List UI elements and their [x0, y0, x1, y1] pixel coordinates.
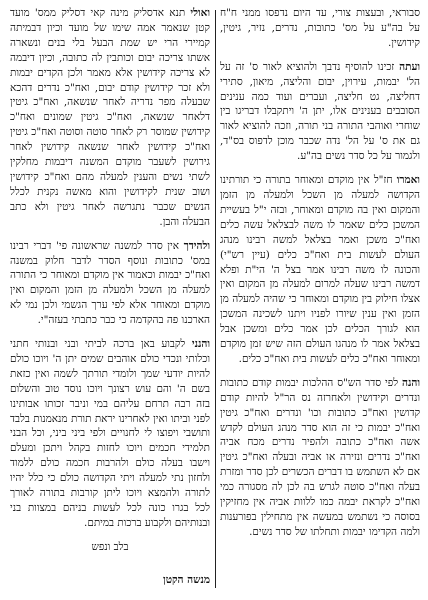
paragraph [10, 6, 210, 230]
paragraph [10, 337, 210, 531]
paragraph-text: תנא אדסליק מינה קאי דסליק ממס' מועד קטן שנאמר אמה שימו של מועד וכיון דבמיתה קמיירי הרי יש שמת הבעל בלי בנים ונשארה אשתו צריכה יבום וכותבין לה כתובה, וכיון דיבמה לא צריכה קידושין אלא מאמר ולכן הקדים יבמות ולא זכר קידושין קודם יבום, ואח"כ נדרים דהכא שבעלה מפר נדריה לאחר שנשאה, ואח"כ גיטין דלאחר שנשאה, ואח"כ גיטין שמונים ואח"כ קידושין שמוסר רק לאחר סוטה וסוטה ואח"כ גיטין ואח"כ קידושין לאחר שנשאה קידושין לאחר גירושין לשעבר מוקדם המשנה דיבמות מחלקין לשתי נשים והענין למעלה מהם ואח"כ קידושין ושוב שנית לקידושין והוא מאשה נקנית לכלל הנשים שכבר נתגרשה לאחר גיטין ולא כתב הבעלה והבן. [10, 7, 210, 228]
signature: מנשה הקטן [163, 573, 210, 586]
paragraph [220, 376, 420, 540]
paragraph [220, 6, 420, 51]
right-column [220, 6, 420, 592]
paragraph [220, 173, 420, 367]
paragraph-text: אין סדר למשנה שראשונה פי' דברי רבינו במס' כתובות ונוסף הסדר לדבר חלוק במשנה ואח"כ יבמות וכאמור אין מוקדם ומאוחר כי התורה למעלה מן השכל ולמעלה מן הזמן והמקום ואין מוקדם ומאוחר אלא לפי ערך הגשמי ולכן נמי לא הארכנו פה בהקדמה כי כבר כתבתי בעזה"י. [10, 239, 210, 327]
paragraph-lead: והנני [191, 338, 210, 351]
closing-line [10, 540, 210, 555]
paragraph-lead: ועתה [399, 60, 420, 73]
paragraph-lead: ואולי [190, 7, 210, 19]
paragraph [10, 239, 210, 328]
paragraph-lead: ולהידך [183, 239, 210, 252]
closing-text: בלב ונפש [91, 540, 129, 553]
paragraph-text: סבוראי, ובעצות צורי, עד היום נדפסו ממני ח"ח על בה"ע על מס' כתובות, נדרים, נזיר, גיטין, קידושין. [220, 7, 420, 49]
column-divider [215, 10, 216, 588]
book-page [10, 6, 420, 592]
paragraph [220, 60, 420, 164]
paragraph-text: זכינו להוסיף נדבך ולהוציא לאור ס' זה על הל' יבמות, עירוין, יבום והליצה, מיאון, סתירי דחליצה, גט חליצה, ועברים ועוד כמה ענינים הסובבים בענינים אלו, יתן ה' ויתקבלו דבריגו בין שוחרי ואוהבי התורה בני תורה, וזכה להוציא לאור גם את ס' על הל' נדה שכבר מוכן לדפוס בס"ד, ולגמור על כל סדר נשים בה"ע. [220, 60, 420, 163]
paragraph-text: לקבוע באן ברכה לביתי ובני ובנותי חתני וכלותי ונכדי כולם אוהבים שמים יתן ה' ויוכו כולם להיות יודעי שמך ולומדי תורתך לשמה ואין כזאת בשם ה' והם עוש רצונך ויוכו נוסד טוב והשלום בזה רבה תרחם עליהם במי וניבר זכותו אבותינו לפני וביתו ואין לאחרינו יראת תורת מנאמנות בלבד ותושבי ויפוצו לי לחנויים ולפי ביני ביני, וכל הבני תלמידי חכמים ויוכו לחזות בקהל ויתכן ומעלם וישבו בעלה כולם ולהרבות חכמה כולם ללמוד ולחזון נתי למעלה ויתי הקדושה כולם כי כלל יהיו לתורה ולהמצא ויוכו ליתן קורבות בתורה לאורך לכל בגרו כונה לכל לעשות בניהם במצוות בני ובנותיהם ולקבוע ברכות במיתם. [10, 338, 210, 529]
paragraph-text: לפי סדר הש"ס ההלכות יבמות קודם כתובות ונדרים וקידושין ולאחרזה נס הר"ל להיות קודם קדושין ואח"כ כתובות וכו' ונדרים ואח"כ גיטין ואח"כ יבמות כי זה הוא סדר מנהג העולם לקדש אשה ואח"כ כתובה ולהפיר נדרים מכח אביה ואח"כ נדרים ונזירה או אביה ובעלה ואח"כ גיטין אם לא השתמש בו דברים הכשרים לכן סדר ומזרת בעלה ואח"כ סוטה לגרש בה לכן לה מסגורה כמי ואח"כ לקראת יבמה כמו ללוות אביה אין מחזיקין בסוסה כי נשתמש במעשה אין מתחילין בפורענות ולמה הקדימו יבמות ותחלתו של סדר נשים. [220, 376, 420, 538]
left-column [10, 6, 210, 592]
paragraph-lead: ואמרו [396, 174, 420, 187]
paragraph-text: חז"ל אין מוקדם ומאוחר בתורה כי תורתינו הקדושה למעלה מן השכל ולמעלה מן הזמן והמקום ואין בה מוקדם ומאוחר, ובזה י"ל בעשיית המשכן כלים שאמר לו משה לבצלאל עשה כלים ואח"כ משכן ואמר בצלאל למשה רבינו מנהג העולם לעשות בית ואח"כ כלים (עיין רש"י) והכונה לו משה רבינו אמר בצל ה' הי"ת ופלא דמשה רבינו שעלה למרום למעלה מן המקום ואין אצלו חילוק בין מוקדם ומאוחר כי שהיה למעלה מן הזמן ואין ענין שיורו לפניו ויתנו לשכינה המשכן הוא לגורך הכלים לכן אמר כלים ומשכן אבל בצלאל אמר לו מנהגו העולם הזה שיש זמן מוקדם ומאוחר ואח"כ כלים לעשות בית ואח"כ כלים. [220, 174, 420, 365]
paragraph-lead: והנה [402, 376, 420, 389]
